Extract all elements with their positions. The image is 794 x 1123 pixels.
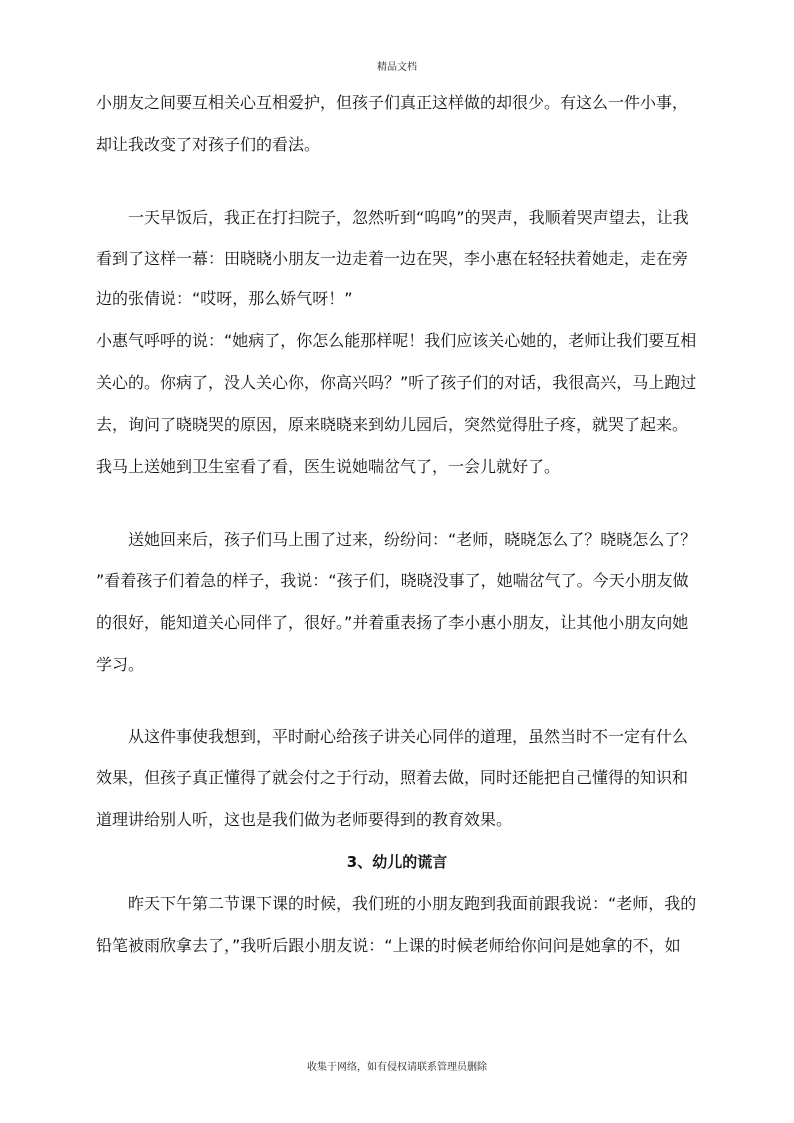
text-line: 却让我改变了对孩子们的看法。 bbox=[96, 135, 321, 154]
page-header: 精品文档 bbox=[377, 62, 417, 73]
text-line: 小朋友之间要互相关心互相爱护，但孩子们真正这样做的却很少。有这么一件小事， bbox=[96, 93, 689, 112]
text-line: 我马上送她到卫生室看了看，医生说她喘岔气了，一会儿就好了。 bbox=[96, 457, 561, 476]
text-line: 去，询问了晓晓哭的原因，原来晓晓来到幼儿园后，突然觉得肚子疼，就哭了起来。 bbox=[96, 415, 689, 434]
page-footer: 收集于网络，如有侵权请联系管理员删除 bbox=[307, 1062, 487, 1073]
text-line: 昨天下午第二节课下课的时候，我们班的小朋友跑到我面前跟我说：“老师，我的 bbox=[128, 894, 697, 913]
text-line: 看到了这样一幕：田晓晓小朋友一边走着一边在哭，李小惠在轻轻扶着她走，走在旁 bbox=[96, 249, 689, 268]
text-line: 关心的。你病了，没人关心你，你高兴吗？”听了孩子们的对话，我很高兴，马上跑过 bbox=[96, 373, 697, 392]
text-line: 道理讲给别人听，这也是我们做为老师要得到的教育效果。 bbox=[96, 810, 513, 829]
text-line: 一天早饭后，我正在打扫院子，忽然听到“呜呜”的哭声，我顺着哭声望去，让我 bbox=[128, 208, 689, 227]
text-line: 效果，但孩子真正懂得了就会付之于行动，照着去做，同时还能把自己懂得的知识和 bbox=[96, 768, 689, 787]
text-line: 从这件事使我想到，平时耐心给孩子讲关心同伴的道理，虽然当时不一定有什么 bbox=[128, 727, 689, 746]
text-line: 学习。 bbox=[96, 655, 145, 674]
text-line: 边的张倩说：“哎呀，那么娇气呀！” bbox=[96, 289, 353, 308]
text-line: 铅笔被雨欣拿去了，”我听后跟小朋友说：“上课的时候老师给你问问是她拿的不，如 bbox=[96, 936, 681, 955]
text-line: 小惠气呼呼的说：“她病了，你怎么能那样呢！我们应该关心她的，老师让我们要互相 bbox=[96, 331, 697, 350]
section-title: 3、幼儿的谎言 bbox=[346, 853, 448, 871]
text-line: 的很好，能知道关心同伴了，很好。”并着重表扬了李小惠小朋友，让其他小朋友向她 bbox=[96, 613, 689, 632]
text-line: 送她回来后，孩子们马上围了过来，纷纷问：“老师，晓晓怎么了？晓晓怎么了？ bbox=[128, 530, 697, 549]
text-line: ”看着孩子们着急的样子，我说：“孩子们，晓晓没事了，她喘岔气了。今天小朋友做 bbox=[96, 571, 689, 590]
